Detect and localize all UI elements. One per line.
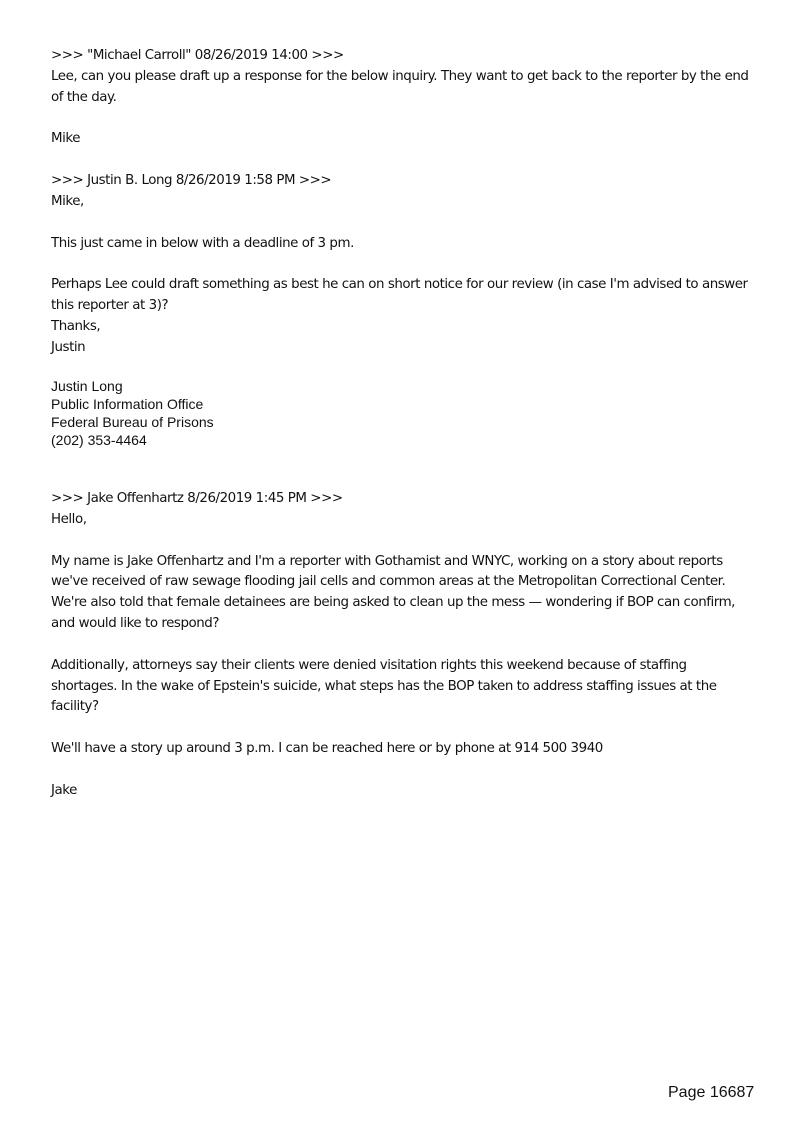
email-signature-block [51,377,214,449]
signature-name: Justin Long [51,378,123,394]
email-message-2 [51,171,751,359]
signature-phone: (202) 353-4464 [51,432,147,448]
page-number: Page 16687 [668,1084,755,1101]
email-paragraph: My name is Jake Offenhartz and I'm a reporter with Gothamist and WNYC, working on a story about reports we've received of raw sewage flooding jail cells and common areas at the Metropolitan Correctional Center. We're also told that female detainees are being asked to clean up the mess — wondering if BOP can confirm, and would like to respond? [51,553,735,631]
email-paragraph: Additionally, attorneys say their clients were denied visitation rights this weekend because of staffing shortages. In the wake of Epstein's suicide, what steps has the BOP taken to address staffing issues at the facility? [51,657,717,715]
email-header: >>> Justin B. Long 8/26/2019 1:58 PM >>> [51,173,332,188]
email-sender-name: Justin [51,339,86,355]
email-header: >>> Jake Offenhartz 8/26/2019 1:45 PM >>> [51,491,343,506]
email-message-3 [51,489,751,802]
email-paragraph: This just came in below with a deadline of 3 pm. [51,235,354,251]
signature-office: Public Information Office [51,396,204,412]
email-thanks: Thanks, [51,318,101,334]
email-greeting: Mike, [51,193,84,209]
email-paragraph: We'll have a story up around 3 p.m. I can be reached here or by phone at 914 500 3940 [51,741,603,757]
email-signoff: Mike [51,131,80,147]
email-message-1 [51,46,751,150]
email-signoff: Jake [51,782,77,798]
email-header: >>> "Michael Carroll" 08/26/2019 14:00 >>> [51,48,344,63]
email-body: Lee, can you please draft up a response for the below inquiry. They want to get back to the reporter by the end of the day. [51,68,749,105]
email-greeting: Hello, [51,511,87,527]
signature-agency: Federal Bureau of Prisons [51,414,214,430]
email-paragraph: Perhaps Lee could draft something as best he can on short notice for our review (in case I'm advised to answer this reporter at 3)? [51,277,748,314]
